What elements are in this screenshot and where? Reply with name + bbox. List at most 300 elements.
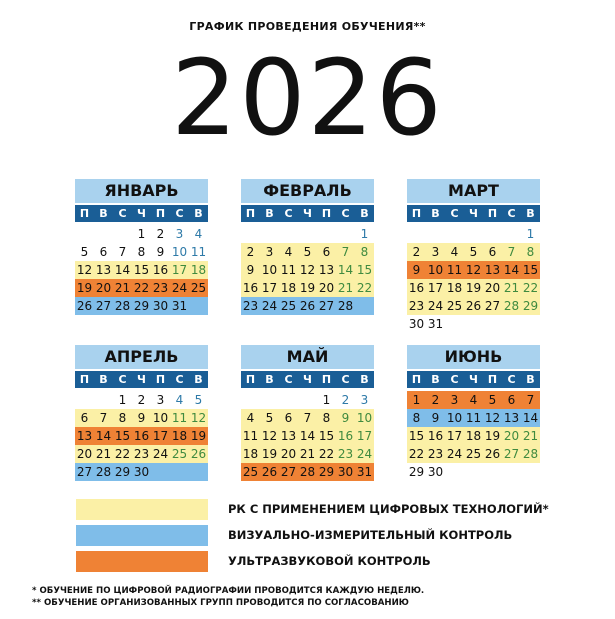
day-cell: 3	[431, 245, 440, 259]
weekday-label: П	[245, 207, 256, 220]
day-cell: 16	[408, 281, 425, 295]
day-cell	[113, 225, 132, 243]
day-cell: 27	[318, 299, 335, 313]
weekday-header	[75, 205, 208, 222]
day-cell: 16	[133, 429, 150, 443]
day-cell: 12	[261, 429, 278, 443]
weekday-label: П	[79, 207, 90, 220]
day-cell: 4	[450, 245, 459, 259]
day-cell	[464, 463, 483, 481]
month-march	[407, 179, 540, 333]
week-row	[407, 391, 540, 409]
day-cell: 14	[299, 429, 316, 443]
day-cell: 20	[280, 447, 297, 461]
day-cell: 10	[171, 245, 188, 259]
day-cell	[75, 225, 94, 243]
week-row	[241, 463, 374, 481]
day-cell: 25	[280, 299, 297, 313]
week-row	[241, 279, 374, 297]
day-cell: 21	[503, 281, 520, 295]
month-name: АПРЕЛЬ	[75, 345, 208, 369]
day-cell	[502, 463, 521, 481]
day-cell	[336, 225, 355, 243]
week-row	[407, 463, 540, 481]
day-cell: 9	[412, 263, 421, 277]
day-cell: 7	[507, 245, 516, 259]
day-cell: 19	[261, 447, 278, 461]
week-row	[407, 243, 540, 261]
day-cell: 20	[76, 447, 93, 461]
day-cell	[241, 225, 260, 243]
day-cell: 2	[341, 393, 350, 407]
day-cell: 18	[171, 429, 188, 443]
day-cell	[502, 225, 521, 243]
day-cell: 14	[95, 429, 112, 443]
day-cell: 19	[299, 281, 316, 295]
day-cell: 13	[95, 263, 112, 277]
day-cell: 6	[322, 245, 331, 259]
weekday-header	[241, 371, 374, 388]
week-row	[75, 243, 208, 261]
day-cell: 21	[522, 429, 539, 443]
day-cell: 14	[337, 263, 354, 277]
week-row	[75, 409, 208, 427]
day-cell: 25	[242, 465, 259, 479]
day-cell: 18	[446, 281, 463, 295]
weekday-label: П	[245, 373, 256, 386]
day-cell: 30	[408, 317, 425, 331]
day-cell: 15	[408, 429, 425, 443]
day-cell: 11	[465, 411, 482, 425]
day-cell: 13	[484, 263, 501, 277]
week-row	[407, 279, 540, 297]
day-cell: 17	[261, 281, 278, 295]
day-cell: 6	[284, 411, 293, 425]
week-row	[241, 427, 374, 445]
day-cell: 23	[337, 447, 354, 461]
day-cell: 9	[246, 263, 255, 277]
day-cell: 18	[465, 429, 482, 443]
day-cell: 18	[190, 263, 207, 277]
day-cell: 4	[469, 393, 478, 407]
day-cell: 5	[469, 245, 478, 259]
day-cell: 18	[280, 281, 297, 295]
day-cell	[317, 225, 336, 243]
weeks	[75, 225, 208, 315]
weekday-label: П	[487, 373, 498, 386]
day-cell	[464, 315, 483, 333]
day-cell	[483, 315, 502, 333]
week-row	[75, 297, 208, 315]
day-cell: 6	[99, 245, 108, 259]
legend-label: ВИЗУАЛЬНО-ИЗМЕРИТЕЛЬНЫЙ КОНТРОЛЬ	[228, 528, 513, 542]
day-cell: 28	[95, 465, 112, 479]
day-cell	[241, 391, 260, 409]
day-cell: 15	[133, 263, 150, 277]
day-cell: 12	[76, 263, 93, 277]
weekday-label: В	[431, 373, 440, 386]
week-row	[241, 261, 374, 279]
weekday-label: С	[284, 373, 293, 386]
day-cell: 9	[156, 245, 165, 259]
weekday-label: С	[175, 207, 184, 220]
day-cell: 14	[503, 263, 520, 277]
week-row	[407, 261, 540, 279]
day-cell: 7	[303, 411, 312, 425]
day-cell: 10	[446, 411, 463, 425]
day-cell: 11	[242, 429, 259, 443]
week-row	[241, 445, 374, 463]
week-row	[75, 225, 208, 243]
day-cell: 28	[114, 299, 131, 313]
weekday-label: Ч	[469, 373, 478, 386]
day-cell: 22	[133, 281, 150, 295]
day-cell: 22	[408, 447, 425, 461]
weekday-label: В	[360, 373, 369, 386]
week-row	[75, 463, 208, 481]
day-cell: 10	[261, 263, 278, 277]
weekday-label: В	[431, 207, 440, 220]
day-cell: 17	[356, 429, 373, 443]
legend-label: УЛЬТРАЗВУКОВОЙ КОНТРОЛЬ	[228, 554, 431, 568]
day-cell: 15	[114, 429, 131, 443]
day-cell: 3	[156, 393, 165, 407]
day-cell	[170, 463, 189, 481]
weekday-label: В	[99, 373, 108, 386]
day-cell: 5	[265, 411, 274, 425]
day-cell: 8	[360, 245, 369, 259]
day-cell: 8	[118, 411, 127, 425]
day-cell: 26	[76, 299, 93, 313]
day-cell: 17	[427, 281, 444, 295]
day-cell	[260, 391, 279, 409]
day-cell: 23	[242, 299, 259, 313]
day-cell: 26	[299, 299, 316, 313]
month-name: ФЕВРАЛЬ	[241, 179, 374, 203]
day-cell	[298, 391, 317, 409]
day-cell: 21	[299, 447, 316, 461]
week-row	[241, 297, 374, 315]
day-cell: 11	[446, 263, 463, 277]
day-cell: 20	[95, 281, 112, 295]
day-cell: 9	[341, 411, 350, 425]
weekday-label: В	[526, 207, 535, 220]
day-cell: 31	[427, 317, 444, 331]
month-name: ИЮНЬ	[407, 345, 540, 369]
week-row	[241, 243, 374, 261]
day-cell: 19	[484, 429, 501, 443]
day-cell	[464, 225, 483, 243]
day-cell: 8	[137, 245, 146, 259]
day-cell: 28	[522, 447, 539, 461]
day-cell	[94, 391, 113, 409]
day-cell: 5	[194, 393, 203, 407]
day-cell: 26	[190, 447, 207, 461]
weekday-label: В	[265, 373, 274, 386]
day-cell: 29	[318, 465, 335, 479]
day-cell: 2	[431, 393, 440, 407]
day-cell: 12	[190, 411, 207, 425]
day-cell: 25	[446, 299, 463, 313]
weekday-label: В	[265, 207, 274, 220]
weekday-label: С	[341, 373, 350, 386]
day-cell: 10	[427, 263, 444, 277]
day-cell: 24	[356, 447, 373, 461]
day-cell: 23	[427, 447, 444, 461]
day-cell: 20	[503, 429, 520, 443]
day-cell: 19	[190, 429, 207, 443]
day-cell: 27	[484, 299, 501, 313]
day-cell: 11	[280, 263, 297, 277]
weeks	[241, 391, 374, 481]
day-cell	[279, 225, 298, 243]
day-cell: 29	[408, 465, 425, 479]
day-cell: 21	[95, 447, 112, 461]
day-cell: 16	[337, 429, 354, 443]
day-cell: 12	[484, 411, 501, 425]
legend-swatch-yellow	[76, 499, 208, 520]
day-cell: 29	[133, 299, 150, 313]
day-cell: 4	[194, 227, 203, 241]
day-cell: 5	[303, 245, 312, 259]
day-cell: 1	[137, 227, 146, 241]
day-cell: 1	[412, 393, 421, 407]
day-cell: 23	[152, 281, 169, 295]
day-cell: 30	[133, 465, 150, 479]
day-cell: 14	[114, 263, 131, 277]
weekday-label: В	[99, 207, 108, 220]
weeks	[407, 225, 540, 333]
day-cell: 4	[175, 393, 184, 407]
day-cell: 26	[465, 299, 482, 313]
month-february	[241, 179, 374, 315]
day-cell: 6	[507, 393, 516, 407]
day-cell: 9	[431, 411, 440, 425]
month-april	[75, 345, 208, 481]
day-cell: 22	[114, 447, 131, 461]
day-cell: 27	[76, 465, 93, 479]
day-cell: 7	[341, 245, 350, 259]
day-cell: 6	[488, 245, 497, 259]
day-cell	[260, 225, 279, 243]
day-cell: 16	[242, 281, 259, 295]
day-cell	[279, 391, 298, 409]
day-cell: 28	[299, 465, 316, 479]
weekday-label: П	[321, 207, 332, 220]
weekday-label: С	[118, 373, 127, 386]
day-cell: 14	[522, 411, 539, 425]
day-cell: 23	[408, 299, 425, 313]
day-cell: 31	[356, 465, 373, 479]
day-cell: 25	[171, 447, 188, 461]
day-cell	[189, 463, 208, 481]
day-cell: 28	[503, 299, 520, 313]
day-cell: 2	[137, 393, 146, 407]
week-row	[407, 445, 540, 463]
day-cell: 6	[80, 411, 89, 425]
day-cell	[445, 463, 464, 481]
week-row	[75, 445, 208, 463]
day-cell: 26	[484, 447, 501, 461]
day-cell: 13	[318, 263, 335, 277]
day-cell: 21	[114, 281, 131, 295]
weekday-label: С	[175, 373, 184, 386]
day-cell: 20	[484, 281, 501, 295]
day-cell: 22	[522, 281, 539, 295]
day-cell: 24	[171, 281, 188, 295]
year-heading: 2026	[171, 37, 444, 159]
weekday-label: В	[526, 373, 535, 386]
day-cell: 5	[488, 393, 497, 407]
day-cell: 24	[446, 447, 463, 461]
day-cell: 24	[152, 447, 169, 461]
week-row	[75, 261, 208, 279]
day-cell: 22	[318, 447, 335, 461]
day-cell: 15	[318, 429, 335, 443]
weekday-label: В	[360, 207, 369, 220]
day-cell: 29	[522, 299, 539, 313]
week-row	[407, 427, 540, 445]
day-cell: 30	[152, 299, 169, 313]
day-cell: 12	[299, 263, 316, 277]
day-cell: 31	[171, 299, 188, 313]
week-row	[75, 391, 208, 409]
day-cell: 3	[360, 393, 369, 407]
legend-label: РК С ПРИМЕНЕНИЕМ ЦИФРОВЫХ ТЕХНОЛОГИЙ*	[228, 502, 549, 516]
day-cell: 16	[427, 429, 444, 443]
day-cell: 11	[171, 411, 188, 425]
day-cell	[445, 315, 464, 333]
day-cell: 11	[190, 245, 207, 259]
weekday-header	[241, 205, 374, 222]
page-title: ГРАФИК ПРОВЕДЕНИЯ ОБУЧЕНИЯ**	[189, 20, 426, 33]
weekday-label: П	[155, 207, 166, 220]
day-cell: 1	[360, 227, 369, 241]
legend-swatch-orange	[76, 551, 208, 572]
weekday-header	[407, 371, 540, 388]
weeks	[75, 391, 208, 481]
day-cell: 13	[503, 411, 520, 425]
footnote-1: * ОБУЧЕНИЕ ПО ЦИФРОВОЙ РАДИОГРАФИИ ПРОВОДИТСЯ КАЖДУЮ НЕДЕЛЮ.	[32, 586, 425, 596]
day-cell: 15	[522, 263, 539, 277]
weekday-label: В	[194, 373, 203, 386]
day-cell: 24	[427, 299, 444, 313]
day-cell: 12	[465, 263, 482, 277]
day-cell: 22	[356, 281, 373, 295]
day-cell: 1	[118, 393, 127, 407]
week-row	[407, 409, 540, 427]
weekday-label: С	[341, 207, 350, 220]
day-cell: 2	[246, 245, 255, 259]
day-cell: 5	[80, 245, 89, 259]
day-cell: 30	[337, 465, 354, 479]
day-cell: 3	[265, 245, 274, 259]
day-cell: 23	[133, 447, 150, 461]
day-cell	[151, 463, 170, 481]
weekday-label: С	[450, 207, 459, 220]
week-row	[241, 225, 374, 243]
day-cell: 4	[284, 245, 293, 259]
weeks	[407, 391, 540, 481]
day-cell	[483, 225, 502, 243]
weekday-label: П	[155, 373, 166, 386]
day-cell: 21	[337, 281, 354, 295]
week-row	[407, 297, 540, 315]
legend-swatch-blue	[76, 525, 208, 546]
day-cell: 8	[322, 411, 331, 425]
week-row	[75, 279, 208, 297]
week-row	[407, 315, 540, 333]
month-name: МАЙ	[241, 345, 374, 369]
weekday-label: Ч	[137, 207, 146, 220]
weeks	[241, 225, 374, 315]
weekday-label: Ч	[303, 207, 312, 220]
day-cell: 27	[503, 447, 520, 461]
day-cell: 25	[465, 447, 482, 461]
month-may	[241, 345, 374, 481]
day-cell: 1	[322, 393, 331, 407]
weekday-header	[407, 205, 540, 222]
day-cell	[189, 297, 208, 315]
day-cell: 13	[280, 429, 297, 443]
day-cell: 4	[246, 411, 255, 425]
weekday-label: П	[487, 207, 498, 220]
day-cell: 2	[412, 245, 421, 259]
weekday-label: П	[411, 373, 422, 386]
footnote-2: ** ОБУЧЕНИЕ ОРГАНИЗОВАННЫХ ГРУПП ПРОВОДИТСЯ ПО СОГЛАСОВАНИЮ	[32, 598, 409, 608]
day-cell: 10	[356, 411, 373, 425]
day-cell	[407, 225, 426, 243]
day-cell: 17	[171, 263, 188, 277]
day-cell: 8	[412, 411, 421, 425]
month-name: МАРТ	[407, 179, 540, 203]
day-cell: 26	[261, 465, 278, 479]
day-cell: 24	[261, 299, 278, 313]
day-cell: 20	[318, 281, 335, 295]
weekday-label: П	[411, 207, 422, 220]
day-cell: 10	[152, 411, 169, 425]
day-cell	[94, 225, 113, 243]
month-name: ЯНВАРЬ	[75, 179, 208, 203]
week-row	[75, 427, 208, 445]
month-january	[75, 179, 208, 315]
weekday-label: С	[284, 207, 293, 220]
day-cell: 18	[242, 447, 259, 461]
day-cell: 7	[118, 245, 127, 259]
weekday-label: С	[450, 373, 459, 386]
day-cell: 3	[175, 227, 184, 241]
weekday-label: С	[507, 207, 516, 220]
weekday-label: Ч	[303, 373, 312, 386]
day-cell: 7	[99, 411, 108, 425]
day-cell: 30	[427, 465, 444, 479]
day-cell: 13	[76, 429, 93, 443]
month-june	[407, 345, 540, 481]
weekday-label: С	[507, 373, 516, 386]
day-cell	[483, 463, 502, 481]
day-cell	[521, 315, 540, 333]
weekday-header	[75, 371, 208, 388]
weekday-label: П	[79, 373, 90, 386]
day-cell: 8	[526, 245, 535, 259]
day-cell: 1	[526, 227, 535, 241]
day-cell: 17	[446, 429, 463, 443]
day-cell: 7	[526, 393, 535, 407]
weekday-label: Ч	[469, 207, 478, 220]
week-row	[241, 409, 374, 427]
week-row	[241, 391, 374, 409]
weekday-label: С	[118, 207, 127, 220]
